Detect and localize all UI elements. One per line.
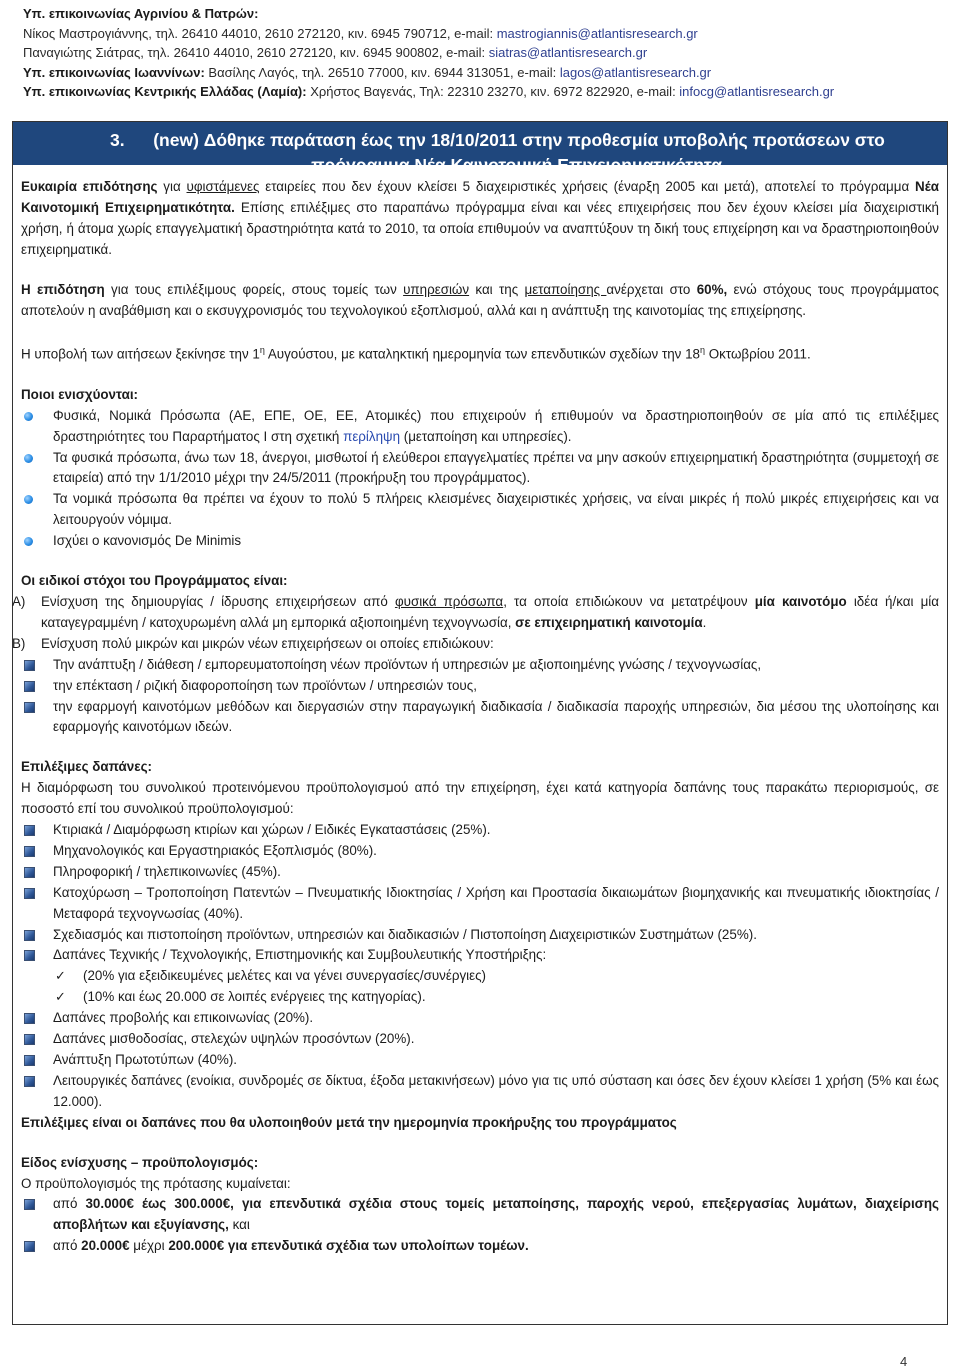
- square-bullet-icon: [24, 681, 35, 692]
- square-bullet-icon: [24, 1055, 35, 1066]
- list-item: Ανάπτυξη Πρωτοτύπων (40%).: [21, 1050, 939, 1071]
- email-link[interactable]: siatras@atlantisresearch.gr: [488, 45, 648, 60]
- goal-a: Α) Ενίσχυση της δημιουργίας / ίδρυσης επιχειρήσεων από φυσικά πρόσωπα, τα οποία επιδιώκουν να μετατρέψουν μία καινοτόμο ιδέα ή/και μία καταγεγραμμένη / κατοχυρωμένη αλλά μη εμπορικά αξιοποιημένη τεχνογνωσία, σε επιχειρηματική καινοτομία.: [12, 593, 939, 630]
- subsidy-paragraph: Η επιδότηση για τους επιλέξιμους φορείς, στους τομείς των υπηρεσιών και της μεταποίησης ανέρχεται στο 60%, ενώ στόχους τους προγράμματος αποτελούν η αναβάθμιση και ο εκσυγχρονισμός του τεχνολογικού εξοπλισμού, αλλά και η ανάπτυξη της καινοτομίας της επιχείρησης.: [21, 281, 939, 318]
- contacts-block: [23, 4, 953, 102]
- square-bullet-icon: [24, 702, 35, 713]
- square-bullet-icon: [24, 888, 35, 899]
- list-item: Μηχανολογικός και Εργαστηριακός Εξοπλισμός (80%).: [21, 841, 939, 862]
- square-bullet-icon: [24, 1241, 35, 1252]
- checkmark-icon: ✓: [55, 968, 66, 984]
- checkmark-icon: ✓: [55, 989, 66, 1005]
- section-number: 3.: [110, 130, 125, 150]
- who-heading: Ποιοι ενισχύονται:: [21, 386, 139, 402]
- square-bullet-icon: [24, 950, 35, 961]
- list-item: από 20.000€ μέχρι 200.000€ για επενδυτικά σχέδια των υπολοίπων τομέων.: [21, 1236, 939, 1257]
- expenses-list-2: [21, 1008, 939, 1113]
- contact-line-lamia: Υπ. επικοινωνίας Κεντρικής Ελλάδας (Λαμία): Χρήστος Βαγενάς, Τηλ: 22310 23270, κιν. 6972 822920, e-mail: infocg@atlantisresearch.gr: [23, 84, 835, 99]
- summary-link[interactable]: περίληψη: [343, 428, 401, 444]
- budget-intro: Ο προϋπολογισμός της πρότασης κυμαίνεται:: [21, 1175, 291, 1191]
- square-bullet-icon: [24, 825, 35, 836]
- square-bullet-icon: [24, 930, 35, 941]
- list-item: από 30.000€ έως 300.000€, για επενδυτικά σχέδια στους τομείς μεταποίησης, παροχής νερού, επεξεργασίας λυμάτων, διαχείρισης αποβλήτων και εξυγίανσης, και: [21, 1194, 939, 1236]
- bullet-icon: [24, 537, 33, 546]
- goal-b: Β) Ενίσχυση πολύ μικρών και μικρών νέων επιχειρήσεων οι οποίες επιδιώκουν:: [12, 635, 494, 651]
- list-item: Τα νομικά πρόσωπα θα πρέπει να έχουν το πολύ 5 πλήρεις κλεισμένες διαχειριστικές χρήσεις, να είναι μικρές ή πολύ μικρές επιχειρήσεις και να λειτουργούν νόμιμα.: [21, 489, 939, 531]
- page-number: 4: [900, 1354, 908, 1369]
- list-item: Κτιριακά / Διαμόρφωση κτιρίων και χώρων / Ειδικές Εγκαταστάσεις (25%).: [21, 820, 939, 841]
- main-content: [12, 177, 939, 1257]
- square-bullet-icon: [24, 660, 35, 671]
- budget-heading: Είδος ενίσχυσης – προϋπολογισμός:: [21, 1154, 259, 1170]
- expenses-note: Επιλέξιμες είναι οι δαπάνες που θα υλοποιηθούν μετά την ημερομηνία προκήρυξης του προγράμματος: [21, 1114, 677, 1130]
- list-item: την επέκταση / ριζική διαφοροποίηση των προϊόντων / υπηρεσιών τους,: [21, 676, 939, 697]
- section-title: (new) Δόθηκε παράταση έως την 18/10/2011 στην προθεσμία υποβολής προτάσεων στο πρόγραμμα Νέα Καινοτομική Επιχειρηματικότητα.: [153, 130, 885, 175]
- goal-b-list: [21, 655, 939, 739]
- expenses-list: [21, 820, 939, 966]
- list-item: ✓ (10% και έως 20.000 σε λοιπές ενέργειες της κατηγορίας).: [21, 987, 939, 1008]
- bullet-icon: [24, 454, 33, 463]
- contact-line-ioannina: Υπ. επικοινωνίας Ιωαννίνων: Βασίλης Λαγός, τηλ. 26510 77000, κιν. 6944 313051, e-mail: lagos@atlantisresearch.gr: [23, 64, 712, 80]
- list-item: Ισχύει ο κανονισμός De Minimis: [21, 531, 939, 552]
- square-bullet-icon: [24, 1013, 35, 1024]
- support-sublist: [21, 966, 939, 1008]
- list-item: Λειτουργικές δαπάνες (ενοίκια, συνδρομές σε δίκτυα, έξοδα μετακινήσεων) μόνο για τις υπό σύσταση και όσες δεν έχουν κλείσει 1 χρήση (5% και έως 12.000).: [21, 1071, 939, 1113]
- submission-paragraph: Η υποβολή των αιτήσεων ξεκίνησε την $1^\eta$ Αυγούστου, με καταληκτική ημερομηνία των επενδυτικών σχεδίων την $18^\eta$ Οκτωβρίου 2011.: [21, 345, 811, 362]
- bullet-icon: [24, 495, 33, 504]
- list-item: Τα φυσικά πρόσωπα, άνω των 18, άνεργοι, μισθωτοί ή ελεύθεροι επαγγελματίες πρέπει να μην ασκούν επιχειρηματική δραστηριότητα (συμμετοχή σε εταιρεία) από την 1/1/2010 μέχρι την 24/5/2011 (προκήρυξη του προγράμματος).: [21, 448, 939, 490]
- square-bullet-icon: [24, 867, 35, 878]
- email-link[interactable]: infocg@atlantisresearch.gr: [679, 84, 835, 99]
- goals-heading: Οι ειδικοί στόχοι του Προγράμματος είναι:: [21, 573, 288, 589]
- list-item: Δαπάνες Τεχνικής / Τεχνολογικής, Επιστημονικής και Συμβουλευτικής Υποστήριξης:: [21, 945, 939, 966]
- intro-paragraph: Ευκαιρία επιδότησης για υφιστάμενες εταιρείες που δεν έχουν κλείσει 5 διαχειριστικές χρήσεις (έναρξη 2005 και μετά), αποτελεί το πρόγραμμα Νέα Καινοτομική Επιχειρηματικότητα. Επίσης επιλέξιμες στο παραπάνω πρόγραμμα είναι και νέες επιχειρήσεις που δεν έχουν κλείσει μία διαχειριστική χρήση, ή άτομα χωρίς επαγγελματική δραστηριότητα κατά το 2010, τα οποία επιθυμούν να αναπτύξουν τη δική τους επιχείρηση και να δραστηριοποιηθούν επιχειρηματικά.: [21, 179, 939, 257]
- email-link[interactable]: lagos@atlantisresearch.gr: [559, 64, 712, 80]
- list-item: Φυσικά, Νομικά Πρόσωπα (ΑΕ, ΕΠΕ, ΟΕ, ΕΕ, Ατομικές) που επιχειρούν ή επιθυμούν να δραστηριοποιηθούν σε μία από τις επιλέξιμες δραστηριότητες του Παραρτήματος Ι στη σχετική περίληψη (μεταποίηση και υπηρεσίες).: [21, 406, 939, 448]
- square-bullet-icon: [24, 1199, 35, 1210]
- contact-line-mastrogiannis: Νίκος Μαστρογιάννης, τηλ. 26410 44010, 2610 272120, κιν. 6945 790712, e-mail: mastrogiannis@atlantisresearch.gr: [23, 25, 698, 41]
- list-item: την εφαρμογή καινοτόμων μεθόδων και διεργασιών στην παραγωγική διαδικασία / διαδικασία παροχής υπηρεσιών, δια μέσου της υλοποίησης και εφαρμογής καινοτόμων ιδεών.: [21, 697, 939, 739]
- square-bullet-icon: [24, 1034, 35, 1045]
- square-bullet-icon: [24, 846, 35, 857]
- list-item: Την ανάπτυξη / διάθεση / εμπορευματοποίηση νέων προϊόντων ή υπηρεσιών με αξιοποιημένης γνώσης / τεχνογνωσίας,: [21, 655, 939, 676]
- list-item: Κατοχύρωση – Τροποποίηση Πατεντών – Πνευματικής Ιδιοκτησίας / Χρήση και Προστασία δικαιωμάτων βιομηχανικής και πνευματικής ιδιοκτησίας / Μεταφορά τεχνογνωσίας (40%).: [21, 883, 939, 925]
- list-item: Σχεδιασμός και πιστοποίηση προϊόντων, υπηρεσιών και διαδικασιών / Πιστοποίηση Διαχειριστικών Συστημάτων (25%).: [21, 925, 939, 946]
- square-bullet-icon: [24, 1076, 35, 1087]
- list-item: ✓ (20% για εξειδικευμένες μελέτες και να γένει συνεργασίες/συνέργιες): [21, 966, 939, 987]
- who-list: [21, 406, 939, 552]
- list-item: Δαπάνες προβολής και επικοινωνίας (20%).: [21, 1008, 939, 1029]
- budget-list: [21, 1194, 939, 1257]
- list-item: Δαπάνες μισθοδοσίας, στελεχών υψηλών προσόντων (20%).: [21, 1029, 939, 1050]
- expenses-intro: Η διαμόρφωση του συνολικού προτεινόμενου προϋπολογισμού από την επιχείρηση, έχει κατά κατηγορία δαπάνης τους παρακάτω περιορισμούς, σε ποσοστό επί του συνολικού προϋπολογισμού:: [21, 780, 939, 817]
- contact-line-siatras: Παναγιώτης Σιάτρας, τηλ. 26410 44010, 2610 272120, κιν. 6945 900802, e-mail: siatras@atlantisresearch.gr: [23, 45, 648, 60]
- expenses-heading: Επιλέξιμες δαπάνες:: [21, 759, 152, 775]
- email-link[interactable]: mastrogiannis@atlantisresearch.gr: [496, 25, 698, 41]
- contact-line-agrinio: Υπ. επικοινωνίας Αγρινίου & Πατρών:: [23, 6, 259, 21]
- bullet-icon: [24, 412, 33, 421]
- list-item: Πληροφορική / τηλεπικοινωνίες (45%).: [21, 862, 939, 883]
